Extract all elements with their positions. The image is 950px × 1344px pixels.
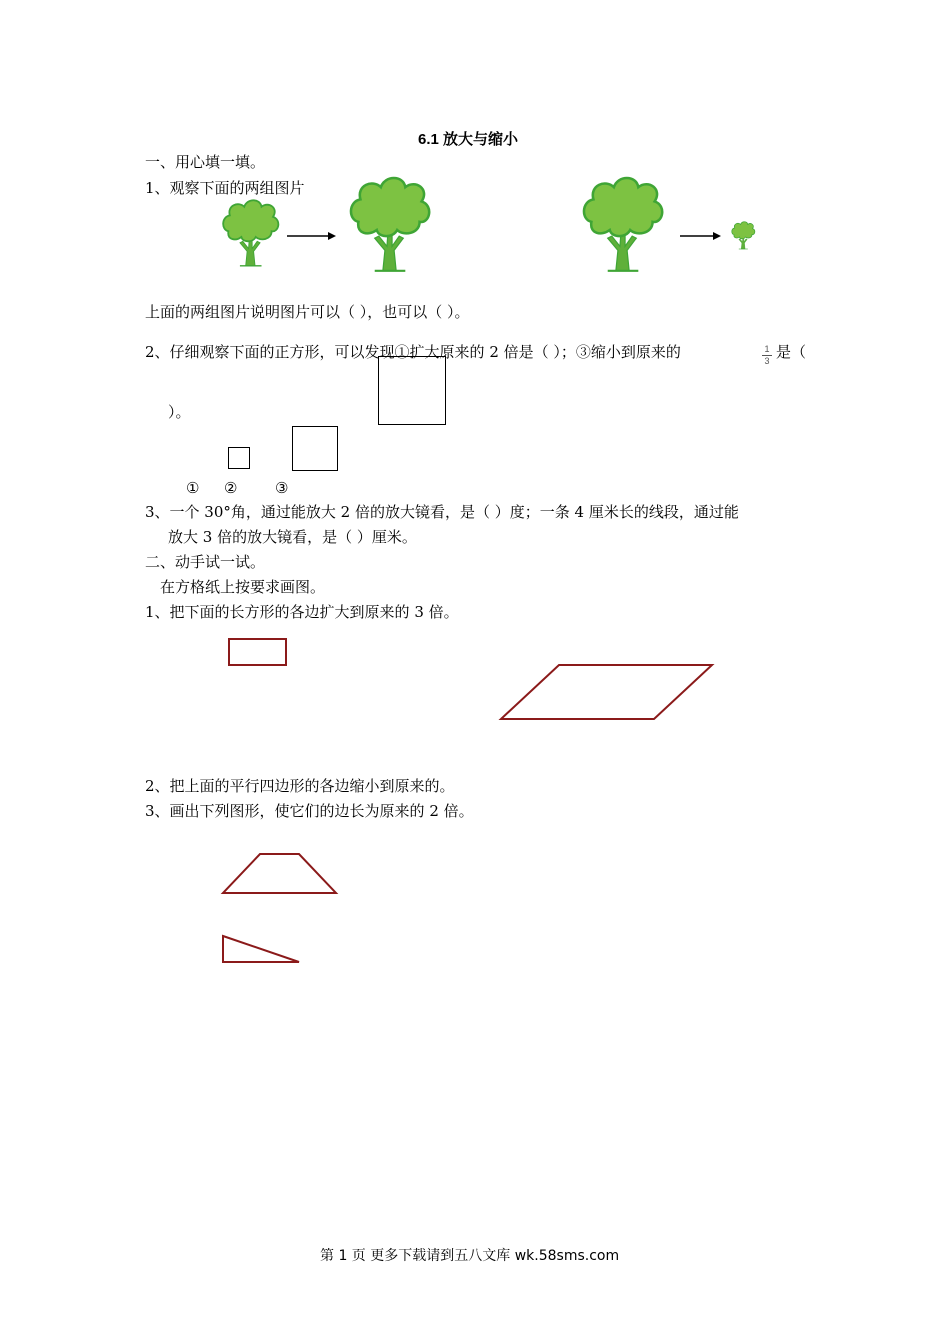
tree-small-icon xyxy=(223,200,278,266)
page-footer: 第 1 页 更多下载请到五八文库 wk.58sms.com xyxy=(320,1248,620,1264)
square-1 xyxy=(228,447,250,469)
q2-after-fraction: 是（ xyxy=(776,343,807,361)
square-label-1: ① xyxy=(186,479,200,497)
q1-answer-line: 上面的两组图片说明图片可以（ ），也可以（ ）。 xyxy=(145,303,470,321)
rectangle-shape xyxy=(229,639,286,665)
q2-line1: 2、仔细观察下面的正方形，可以发现①扩大原来的 2 倍是（ ）；③缩小到原来的 xyxy=(145,343,681,361)
q2-line2: ）。 xyxy=(168,403,191,421)
trapezoid-shape xyxy=(223,854,336,893)
q1-label: 1、观察下面的两组图片 xyxy=(145,179,305,197)
section2-heading: 二、动手试一试。 xyxy=(145,553,266,571)
tree-large-icon xyxy=(351,178,429,271)
section2-intro: 在方格纸上按要求画图。 xyxy=(160,578,326,596)
fraction-numerator: 1 xyxy=(764,344,770,354)
square-label-2: ② xyxy=(224,479,238,497)
fraction-denominator: 3 xyxy=(764,356,770,366)
square-3 xyxy=(292,426,338,471)
fraction-one-third xyxy=(762,345,772,366)
q3-line2: 放大 3 倍的放大镜看，是（ ）厘米。 xyxy=(168,528,417,546)
arrow-right-icon-2 xyxy=(680,232,721,240)
section2-q1: 1、把下面的长方形的各边扩大到原来的 3 倍。 xyxy=(145,603,459,621)
page-title: 6.1 放大与缩小 xyxy=(418,131,519,148)
triangle-shape xyxy=(223,936,299,962)
tree-tiny-icon xyxy=(732,222,755,249)
square-label-3: ③ xyxy=(275,479,289,497)
square-large xyxy=(378,356,446,425)
q3-line1: 3、一个 30°角，通过能放大 2 倍的放大镜看，是（ ）度；一条 4 厘米长的线段，通过能 xyxy=(145,503,739,521)
section2-q2: 2、把上面的平行四边形的各边缩小到原来的。 xyxy=(145,777,455,795)
parallelogram-shape xyxy=(501,665,712,719)
section2-q3: 3、画出下列图形，使它们的边长为原来的 2 倍。 xyxy=(145,802,474,820)
arrow-right-icon xyxy=(287,232,336,240)
tree-large-icon-2 xyxy=(584,178,662,271)
section1-heading: 一、用心填一填。 xyxy=(145,153,266,171)
